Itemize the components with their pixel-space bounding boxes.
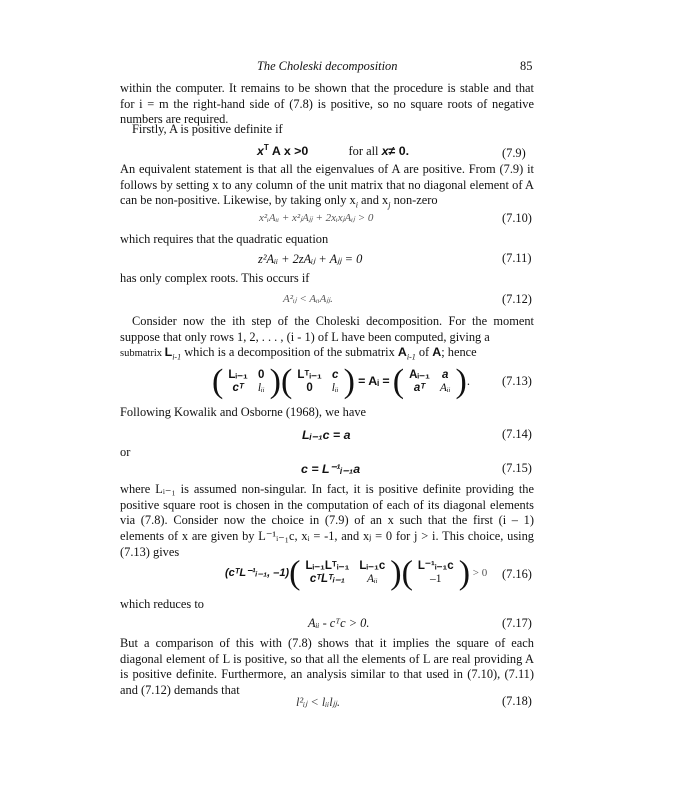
equation-7-10: x²ᵢAᵢᵢ + x²ⱼAⱼⱼ + 2xᵢxⱼAᵢⱼ > 0: [259, 212, 374, 224]
matrix-quadratic-form: Lᵢ₋₁Lᵀᵢ₋₁ Lᵢ₋₁c cᵀLᵀᵢ₋₁ Aᵢᵢ: [305, 560, 386, 586]
equation-number-7-12: (7.12): [502, 292, 532, 306]
equation-number-7-10: (7.10): [502, 211, 532, 225]
paragraph-4: which requires that the quadratic equation: [120, 232, 329, 246]
equation-7-12: A²ᵢⱼ < AᵢᵢAⱼⱼ.: [283, 293, 333, 305]
equation-7-15: c = L⁻¹ᵢ₋₁a: [301, 462, 361, 476]
paragraph-6: Consider now the ith step of the Choleski decomposition. For the moment suppose that only rows 1, 2, . . . , (i - 1) of L have been computed, giving a: [120, 314, 534, 344]
paragraph-10: which reduces to: [120, 597, 204, 611]
paragraph-6-continued: submatrix $L_{i-1}$ which is a decomposition of the submatrix $A_{i-1}$ of A; hence: [120, 345, 477, 362]
equation-7-17: Aᵢᵢ - cᵀc > 0.: [308, 616, 370, 630]
equation-number-7-15: (7.15): [502, 461, 532, 475]
page-number: 85: [520, 59, 533, 73]
equation-7-18: l²ᵢⱼ < lᵢᵢlⱼⱼ.: [296, 695, 341, 709]
equation-7-14: Lᵢ₋₁c = a: [302, 428, 351, 442]
equation-number-7-13: (7.13): [502, 374, 532, 388]
equation-number-7-16: (7.16): [502, 567, 532, 581]
equation-7-16: (cᵀL⁻¹ᵢ₋₁, –1)( Lᵢ₋₁Lᵀᵢ₋₁ Lᵢ₋₁c cᵀLᵀᵢ₋₁ Aᵢᵢ )( L⁻¹ᵢ₋₁c –1 ) > 0: [225, 554, 488, 592]
equation-number-7-14: (7.14): [502, 427, 532, 441]
paragraph-9: where Lᵢ₋₁ is assumed non-singular. In fact, it is positive definite providing the positive square root is chosen in the computation of each of its diagonal elements via (7.8). Consider now the choice in (7.9) of an x such that the first (i – 1) elements of x are given by L⁻¹ᵢ₋₁c, xᵢ = -1, and xⱼ = 0 for j > i. This choice, using (7.13) gives: [120, 482, 534, 559]
equation-number-7-9: (7.9): [502, 146, 526, 160]
equation-7-11: z²Aᵢᵢ + 2zAᵢⱼ + Aⱼⱼ = 0: [258, 252, 363, 266]
running-header-title: The Choleski decomposition: [257, 59, 398, 73]
equation-number-7-18: (7.18): [502, 694, 532, 708]
paragraph-8: or: [120, 445, 131, 459]
paragraph-11: But a comparison of this with (7.8) shows that it implies the square of each diagonal element of L is positive, so that all the elements of L are real providing A is positive definite. Furthermore, an analysis similar to that used in (7.10), (7.11) and (7.12) demands that: [120, 636, 534, 698]
equation-number-7-11: (7.11): [502, 251, 532, 265]
paragraph-2: Firstly, A is positive definite if: [132, 122, 283, 136]
matrix-lower-factor: Lᵢ₋₁ 0 cᵀ lᵢᵢ: [228, 369, 265, 395]
equation-number-7-17: (7.17): [502, 616, 532, 630]
equation-7-13: ( Lᵢ₋₁ 0 cᵀ lᵢᵢ )( Lᵀᵢ₋₁ c 0 lᵢᵢ ) = Aᵢ = ( Aᵢ₋₁ a aᵀ Aᵢᵢ ).: [212, 363, 470, 401]
equation-7-9: $x^T$ A x >0 for all x≠ 0.: [257, 143, 410, 159]
paragraph-1: within the computer. It remains to be shown that the procedure is stable and that for i = m the right-hand side of (7.8) is positive, so no square roots of negative numbers are required.: [120, 81, 534, 127]
matrix-upper-factor: Lᵀᵢ₋₁ c 0 lᵢᵢ: [297, 369, 339, 395]
paragraph-5: has only complex roots. This occurs if: [120, 271, 310, 285]
paragraph-3: An equivalent statement is that all the eigenvalues of A are positive. From (7.9) it follows by setting x to any column of the unit matrix that no diagonal element of A can be non-positive. Likewise, by taking only $x_i$ and $x_j$ non-zero: [120, 162, 534, 210]
matrix-a-partition: Aᵢ₋₁ a aᵀ Aᵢᵢ: [409, 369, 451, 395]
paragraph-7: Following Kowalik and Osborne (1968), we have: [120, 405, 367, 419]
vector-choice: L⁻¹ᵢ₋₁c –1: [417, 560, 454, 586]
